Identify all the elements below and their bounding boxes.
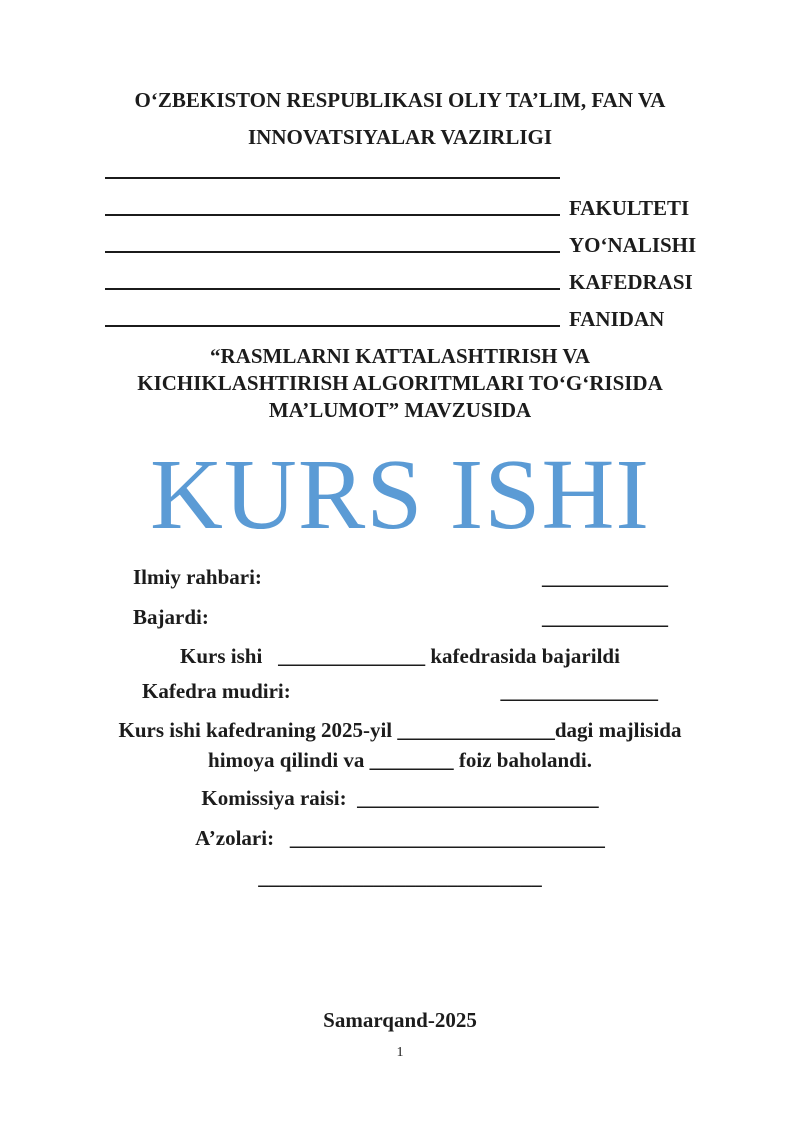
department-done-line: Kurs ishi ______________ kafedrasida bajarildi — [180, 644, 620, 668]
blank-line — [105, 177, 560, 179]
page-number: 1 — [396, 1045, 404, 1060]
supervisor-blank: ____________ — [542, 565, 668, 589]
direction-row — [0, 221, 800, 258]
supervisor-row — [0, 566, 800, 588]
ministry-header-line-1: O‘ZBEKISTON RESPUBLIKASI OLIY TA’LIM, FAN VA — [134, 88, 666, 112]
subject-row — [0, 295, 800, 332]
organization-rows — [0, 147, 800, 332]
defense-statement — [0, 715, 800, 775]
commission-members-line: A’zolari: ______________________________ — [195, 826, 605, 850]
topic-title — [0, 343, 800, 424]
faculty-row — [0, 184, 800, 221]
author-row — [0, 606, 800, 628]
subject-row-label: FANIDAN — [569, 307, 665, 331]
topic-title-line-3: MA’LUMOT” MAVZUSIDA — [268, 398, 532, 422]
defense-statement-line-1: Kurs ishi kafedraning 2025-yil _______________dagi majlisida — [118, 718, 682, 742]
topic-title-line-1: “RASMLARNI KATTALASHTIRISH VA — [209, 344, 591, 368]
department-row — [0, 258, 800, 295]
department-head-row — [0, 680, 800, 702]
topic-title-line-2: KICHIKLASHTIRISH ALGORITMLARI TO‘G‘RISIDA — [137, 371, 663, 395]
author-label: Bajardi: — [133, 605, 209, 629]
supervisor-label: Ilmiy rahbari: — [133, 565, 262, 589]
direction-row-label: YO‘NALISHI — [569, 233, 697, 257]
blank-line — [105, 325, 560, 327]
ministry-header — [0, 82, 800, 156]
faculty-row-label: FAKULTETI — [569, 196, 690, 220]
defense-statement-line-2: himoya qilindi va ________ foiz baholandi. — [208, 748, 592, 772]
city-year: Samarqand-2025 — [323, 1008, 477, 1032]
author-blank: ____________ — [542, 605, 668, 629]
main-title: KURS ISHI — [149, 438, 651, 550]
department-head-blank: _______________ — [500, 679, 658, 703]
department-row-label: KAFEDRASI — [569, 270, 693, 294]
blank-line — [105, 251, 560, 253]
blank-line — [105, 214, 560, 216]
department-head-label: Kafedra mudiri: — [142, 679, 291, 703]
blank-line — [105, 288, 560, 290]
commission-members-blank-line: ___________________________ — [258, 865, 542, 889]
commission-chairman-line: Komissiya raisi: _______________________ — [201, 786, 599, 810]
ministry-header-line-2: INNOVATSIYALAR VAZIRLIGI — [247, 125, 553, 149]
